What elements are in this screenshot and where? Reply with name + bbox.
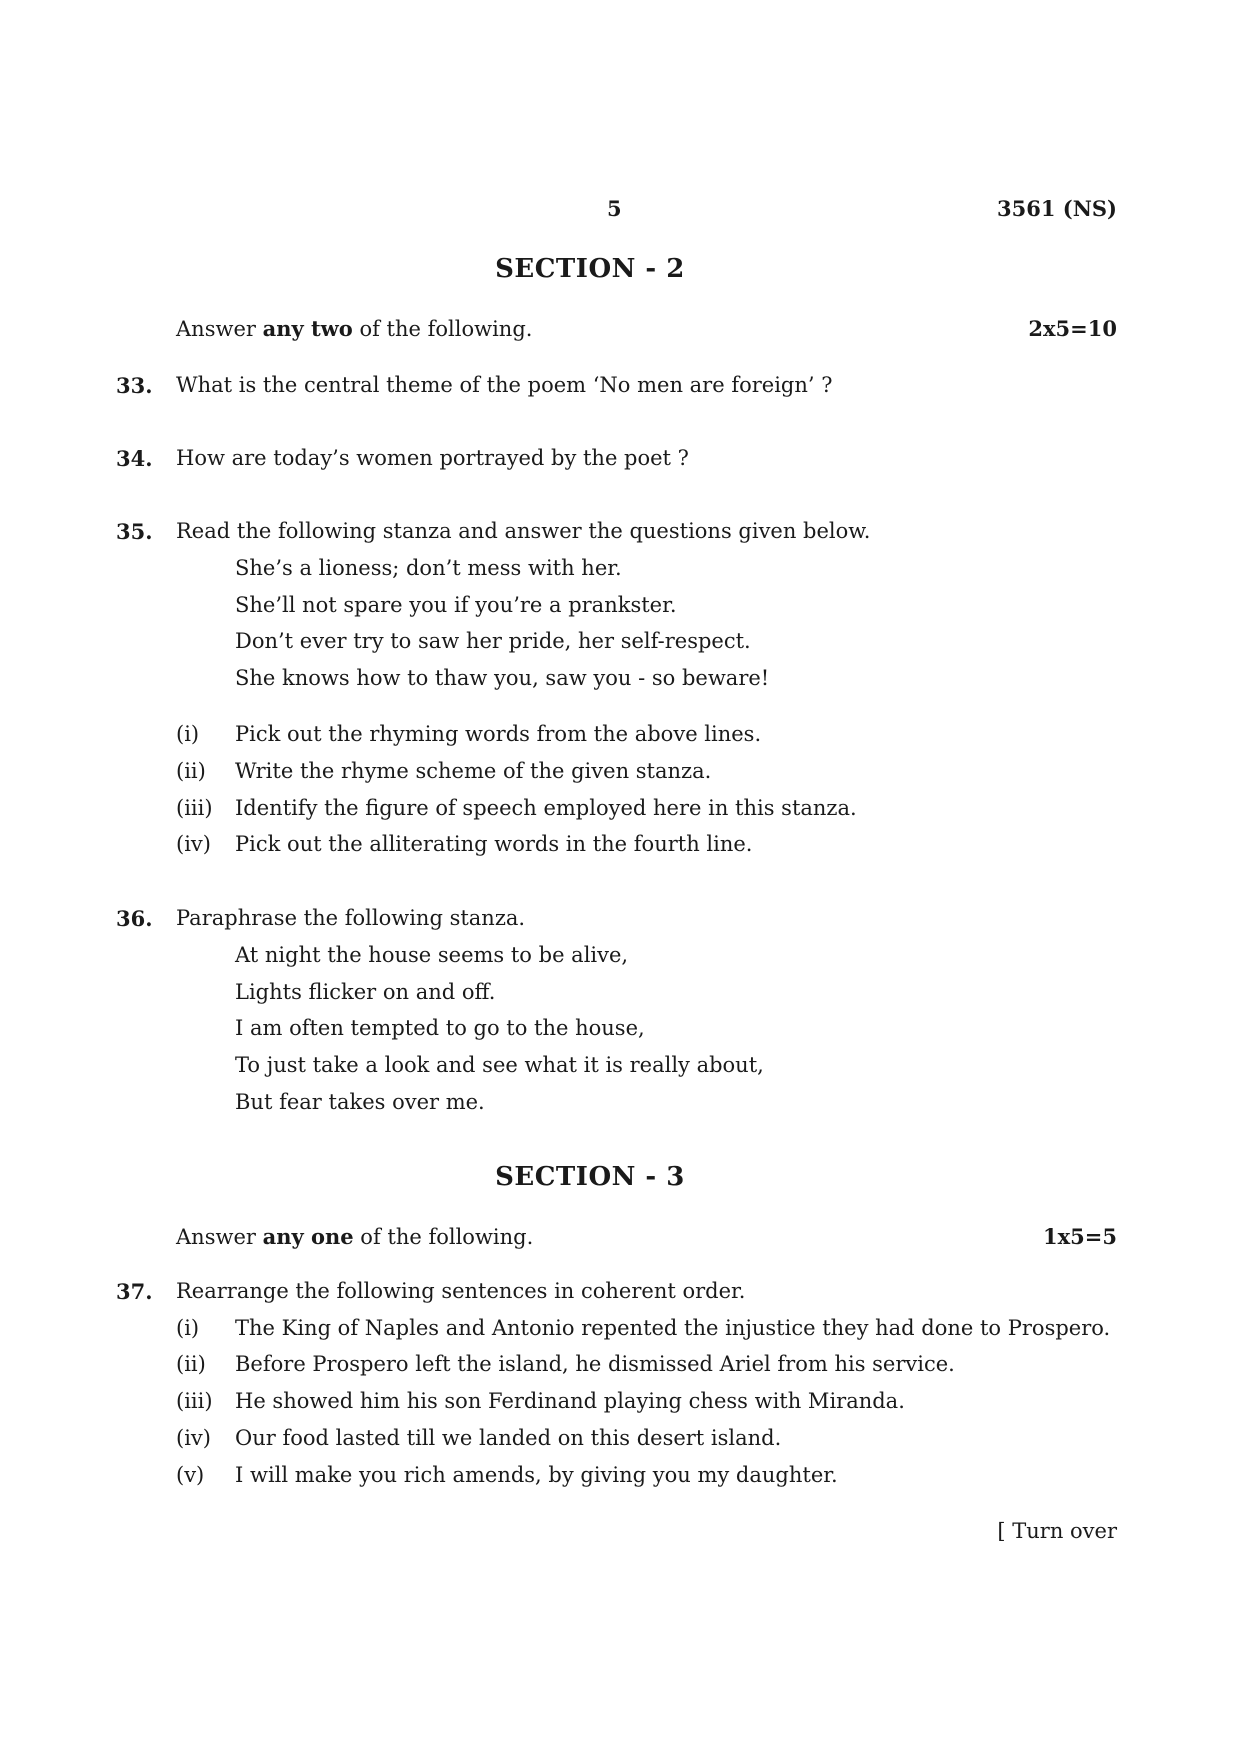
section-2-instruction: [176, 318, 532, 340]
stanza-line: She’s a lioness; don’t mess with her.: [235, 556, 622, 580]
item-label: (iii): [176, 1389, 213, 1413]
item-label: (v): [176, 1463, 205, 1487]
question-text: How are today’s women portrayed by the poet ?: [176, 446, 689, 470]
stanza-line: Lights flicker on and off.: [235, 980, 496, 1004]
instruction-emphasis: any one: [262, 1224, 354, 1249]
item-label: (ii): [176, 1352, 206, 1376]
section-2-title: SECTION - 2: [495, 254, 685, 284]
section-3-marks: 1x5=5: [1043, 1224, 1117, 1249]
instruction-emphasis: any two: [262, 316, 353, 341]
section-3-instruction: [176, 1226, 533, 1248]
stanza-line: I am often tempted to go to the house,: [235, 1016, 645, 1040]
subquestion-text: Write the rhyme scheme of the given stanza.: [235, 759, 712, 783]
question-text: Read the following stanza and answer the questions given below.: [176, 519, 871, 543]
question-text: What is the central theme of the poem ‘No men are foreign’ ?: [176, 373, 833, 397]
page-number: 5: [607, 196, 622, 221]
subquestion-text: Pick out the alliterating words in the fourth line.: [235, 832, 753, 856]
instruction-prefix: Answer: [176, 317, 263, 341]
item-text: I will make you rich amends, by giving you my daughter.: [235, 1463, 838, 1487]
subquestion-text: Identify the figure of speech employed here in this stanza.: [235, 796, 857, 820]
item-label: (iv): [176, 1426, 211, 1450]
question-number: 37.: [116, 1279, 153, 1304]
subquestion-label: (iii): [176, 796, 213, 820]
question-number: 34.: [116, 446, 153, 471]
item-label: (i): [176, 1316, 200, 1340]
item-text: Before Prospero left the island, he dismissed Ariel from his service.: [235, 1352, 955, 1376]
question-text: Paraphrase the following stanza.: [176, 906, 526, 930]
subquestion-text: Pick out the rhyming words from the above lines.: [235, 722, 762, 746]
stanza-line: Don’t ever try to saw her pride, her self-respect.: [235, 629, 751, 653]
stanza-line: She’ll not spare you if you’re a prankster.: [235, 593, 677, 617]
stanza-line: To just take a look and see what it is really about,: [235, 1053, 764, 1077]
instruction-suffix: of the following.: [352, 317, 533, 341]
question-number: 35.: [116, 519, 153, 544]
question-number: 36.: [116, 906, 153, 931]
section-2-marks: 2x5=10: [1028, 316, 1117, 341]
instruction-suffix: of the following.: [353, 1225, 534, 1249]
question-text: Rearrange the following sentences in coherent order.: [176, 1279, 746, 1303]
subquestion-label: (i): [176, 722, 200, 746]
paper-code: 3561 (NS): [997, 196, 1117, 221]
item-text: The King of Naples and Antonio repented the injustice they had done to Prospero.: [235, 1316, 1111, 1340]
section-3-title: SECTION - 3: [495, 1162, 685, 1192]
item-text: He showed him his son Ferdinand playing chess with Miranda.: [235, 1389, 905, 1413]
turn-over-note: [ Turn over: [997, 1519, 1117, 1543]
stanza-line: She knows how to thaw you, saw you - so beware!: [235, 666, 770, 690]
question-number: 33.: [116, 373, 153, 398]
item-text: Our food lasted till we landed on this desert island.: [235, 1426, 782, 1450]
subquestion-label: (ii): [176, 759, 206, 783]
stanza-line: But fear takes over me.: [235, 1090, 485, 1114]
instruction-prefix: Answer: [176, 1225, 263, 1249]
stanza-line: At night the house seems to be alive,: [235, 943, 629, 967]
subquestion-label: (iv): [176, 832, 211, 856]
